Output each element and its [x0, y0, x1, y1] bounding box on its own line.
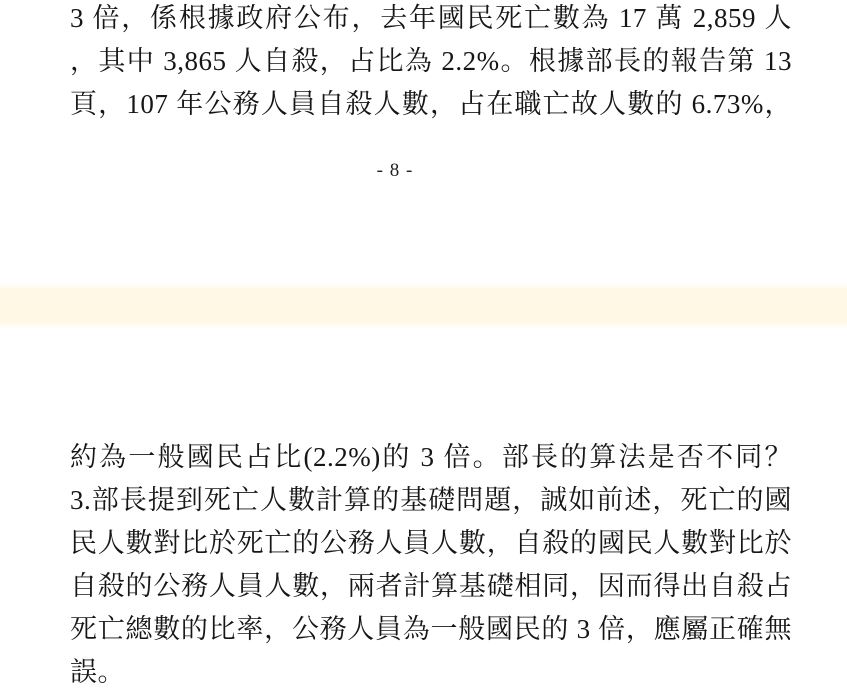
page-8-text-block [70, 0, 792, 126]
page-number-footer: - 8 - [376, 160, 414, 181]
document-text-line: 約為一般國民占比(2.2%)的 3 倍。部長的算法是否不同？ [70, 442, 792, 472]
document-text-line: 誤。 [70, 657, 125, 687]
page-9-text-block [70, 436, 792, 694]
page-gap-band [0, 282, 847, 329]
document-text-line: 3.部長提到死亡人數計算的基礎問題，誠如前述，死亡的國 [70, 485, 792, 515]
document-text-line: 頁，107 年公務人員自殺人數，占在職亡故人數的 6.73%， [70, 89, 792, 119]
document-text-line: 3 倍，係根據政府公布，去年國民死亡數為 17 萬 2,859 人 [70, 3, 792, 33]
document-text-line: 民人數對比於死亡的公務人員人數，自殺的國民人數對比於 [70, 528, 792, 558]
document-text-line: ，其中 3,865 人自殺，占比為 2.2%。根據部長的報告第 13 [70, 46, 792, 76]
document-text-line: 死亡總數的比率，公務人員為一般國民的 3 倍，應屬正確無 [70, 614, 792, 644]
document-text-line: 自殺的公務人員人數，兩者計算基礎相同，因而得出自殺占 [70, 571, 792, 601]
